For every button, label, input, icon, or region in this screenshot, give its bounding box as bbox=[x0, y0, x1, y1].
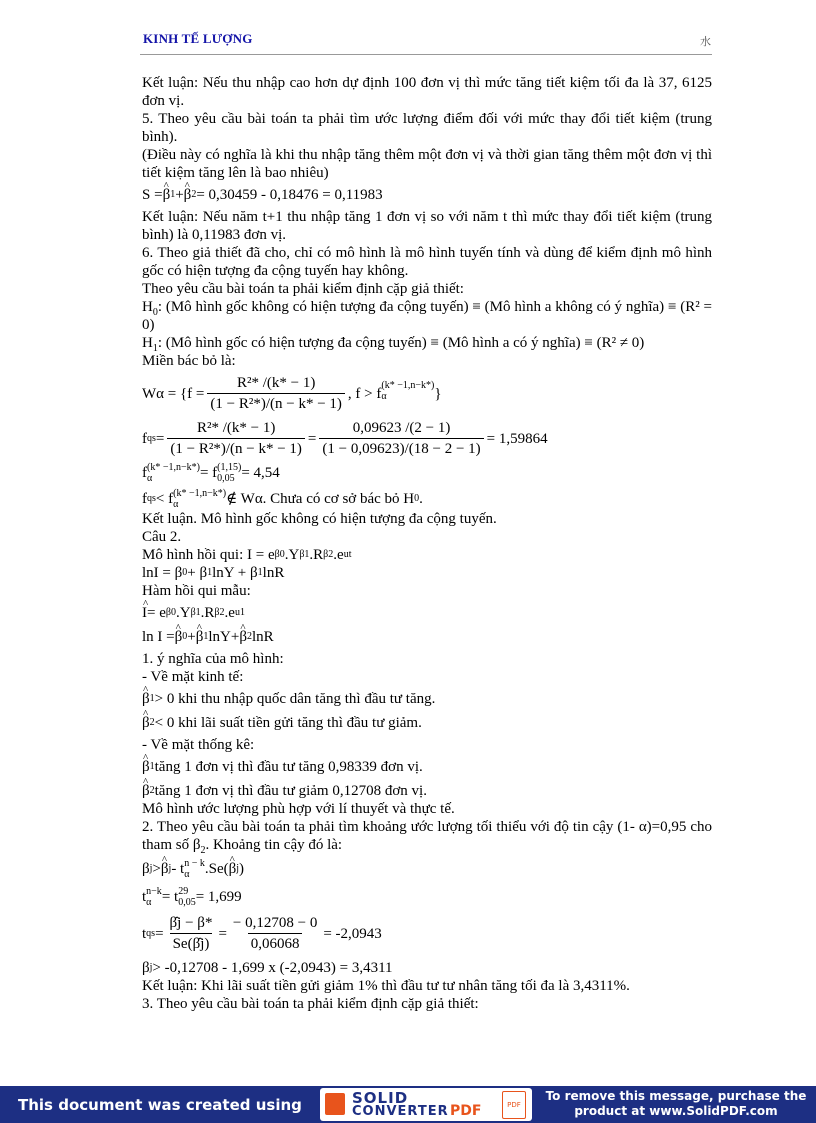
header-mark: 水 bbox=[700, 36, 711, 48]
paragraph: Kết luận: Nếu năm t+1 thu nhập tăng 1 đơn vị so với năm t thì mức thay đổi tiết kiệm (trung bình) là 0,11983 đơn vị. bbox=[142, 209, 712, 243]
paragraph: Kết luận: Nếu thu nhập cao hơn dự định 100 đơn vị thì mức tăng tiết kiệm tối đa là 37, 6125 đơn vị. bbox=[142, 75, 712, 109]
rejection-region-formula: Wα = {f = $\frac{\text{R²* /(k* − 1)}}{\text{(1 − R²*)/(n − k* − 1)}}$ , f > f (k* −1,n−k*) α } bbox=[142, 375, 442, 412]
purchase-message[interactable] bbox=[540, 1089, 812, 1119]
logo-pdf-text: PDF bbox=[450, 1103, 482, 1119]
purchase-line-2: product at www.SolidPDF.com bbox=[574, 1104, 778, 1118]
paragraph: 5. Theo yêu cầu bài toán ta phải tìm ước lượng điểm đối với mức thay đổi tiết kiệm (trung bình). bbox=[142, 111, 712, 145]
page-header-title: KINH TẾ LƯỢNG bbox=[143, 31, 253, 46]
purchase-line-1: To remove this message, purchase the bbox=[545, 1089, 807, 1103]
sample-log-regression: ln I = ^ β 0 + ^ β 1 lnY+ ^ β 2 lnR bbox=[142, 628, 712, 646]
paragraph: 2. Theo yêu cầu bài toán ta phải tìm khoảng ước lượng tối thiểu với độ tin cậy (1- α)=0,95 cho tham số $\beta_2$. Khoảng tin cậy đó là: bbox=[142, 819, 712, 856]
paragraph: 3. Theo yêu cầu bài toán ta phải kiểm định cặp giả thiết: bbox=[142, 996, 479, 1012]
interval-result: β j > -0,12708 - 1,699 x (-2,0943) = 3,4311 bbox=[142, 960, 393, 976]
section-heading: Câu 2. bbox=[142, 529, 182, 545]
paragraph: Kết luận. Mô hình gốc không có hiện tượng đa cộng tuyến. bbox=[142, 511, 497, 527]
hypothesis-h1: $H_1$: (Mô hình gốc có hiện tượng đa cộng tuyến) ≡ (Mô hình a có ý nghĩa) ≡ (R² ≠ 0) bbox=[142, 335, 645, 354]
converter-banner bbox=[0, 1086, 816, 1123]
hypothesis-h0: $H_0$: (Mô hình gốc không có hiện tượng đa cộng tuyến) ≡ (Mô hình a không có ý nghĩa) ≡ (R² = 0) bbox=[142, 299, 712, 333]
t-critical-value: t n−k α = t 29 0,05 = 1,699 bbox=[142, 886, 242, 908]
paragraph: Hàm hồi qui mẫu: bbox=[142, 583, 251, 599]
pdf-file-icon: PDF bbox=[502, 1091, 526, 1119]
paragraph: 1. ý nghĩa của mô hình: bbox=[142, 651, 284, 667]
paragraph: - Về mặt thống kê: bbox=[142, 737, 255, 753]
paragraph: Theo yêu cầu bài toán ta phải kiểm định cặp giả thiết: bbox=[142, 281, 464, 297]
paragraph: Kết luận: Khi lãi suất tiền gửi giảm 1% thì đầu tư tư nhân tăng tối đa là 3,4311%. bbox=[142, 978, 630, 994]
logo-converter-text: CONVERTER bbox=[352, 1104, 449, 1119]
banner-text: This document was created using bbox=[18, 1096, 302, 1114]
sample-regression: ^ I = e β0 .Y β1 .R β2 .e u1 bbox=[142, 604, 712, 622]
solid-logo-icon bbox=[325, 1093, 345, 1115]
equation-s: S = ^ β 1 + ^ β 2 = 0,30459 - 0,18476 = 0,11983 bbox=[142, 186, 712, 204]
logo-solid-text: SOLID bbox=[352, 1089, 409, 1107]
stat-b1: ^ β 1 tăng 1 đơn vị thì đầu tư tăng 0,98339 đơn vị. bbox=[142, 758, 712, 776]
paragraph: Mô hình ước lượng phù hợp với lí thuyết và thực tế. bbox=[142, 801, 455, 817]
interpretation-b1: ^ β 1 > 0 khi thu nhập quốc dân tăng thì đầu tư tăng. bbox=[142, 690, 712, 708]
log-model: lnI = β 0 + β 1 lnY + β 1 lnR bbox=[142, 565, 285, 581]
paragraph: Miền bác bỏ là: bbox=[142, 353, 236, 369]
confidence-interval: β j > ^ β j - t n − k α .Se( ^ β j ) bbox=[142, 858, 712, 880]
f-statistic-formula: f qs = $\frac{\text{R²* /(k* − 1)}}{\text{(1 − R²*)/(n − k* − 1)}}$ = $\frac{0,09623 /(2 - 1)}{(1 - 0,09623)/(18 - 2 - 1)}$ = 1,59864 bbox=[142, 420, 548, 457]
paragraph: (Điều này có nghĩa là khi thu nhập tăng thêm một đơn vị và thời gian tăng thêm một đơn vị thì tiết kiệm tăng lên là bao nhiêu) bbox=[142, 147, 712, 181]
t-statistic-formula: t qs = $\frac{\betâj - \beta*}{Se(\betâj)}$ = $\frac{- 0,12708 - 0}{0,06068}$ = -2,0943 bbox=[142, 915, 382, 952]
interpretation-b2: ^ β 2 < 0 khi lãi suất tiền gửi tăng thì đầu tư giảm. bbox=[142, 714, 712, 732]
f-critical-value: f (k* −1,n−k*) α = f (1,15) 0,05 = 4,54 bbox=[142, 462, 280, 484]
f-comparison: f qs < f (k* −1,n−k*) α ∉ Wα. Chưa có cơ sở bác bỏ H 0 . bbox=[142, 488, 423, 510]
paragraph: - Về mặt kinh tế: bbox=[142, 669, 244, 685]
stat-b2: ^ β 2 tăng 1 đơn vị thì đầu tư giảm 0,12708 đơn vị. bbox=[142, 782, 712, 800]
document-body bbox=[142, 74, 712, 1013]
header-divider bbox=[140, 54, 712, 55]
paragraph: 6. Theo giả thiết đã cho, chỉ có mô hình là mô hình tuyến tính và dùng để kiểm định mô hình gốc có hiện tượng đa cộng tuyến hay không. bbox=[142, 245, 712, 279]
solid-converter-logo[interactable] bbox=[320, 1088, 532, 1121]
regression-model: Mô hình hồi qui: I = e β0 .Y β1 .R β2 .e ut bbox=[142, 547, 352, 563]
